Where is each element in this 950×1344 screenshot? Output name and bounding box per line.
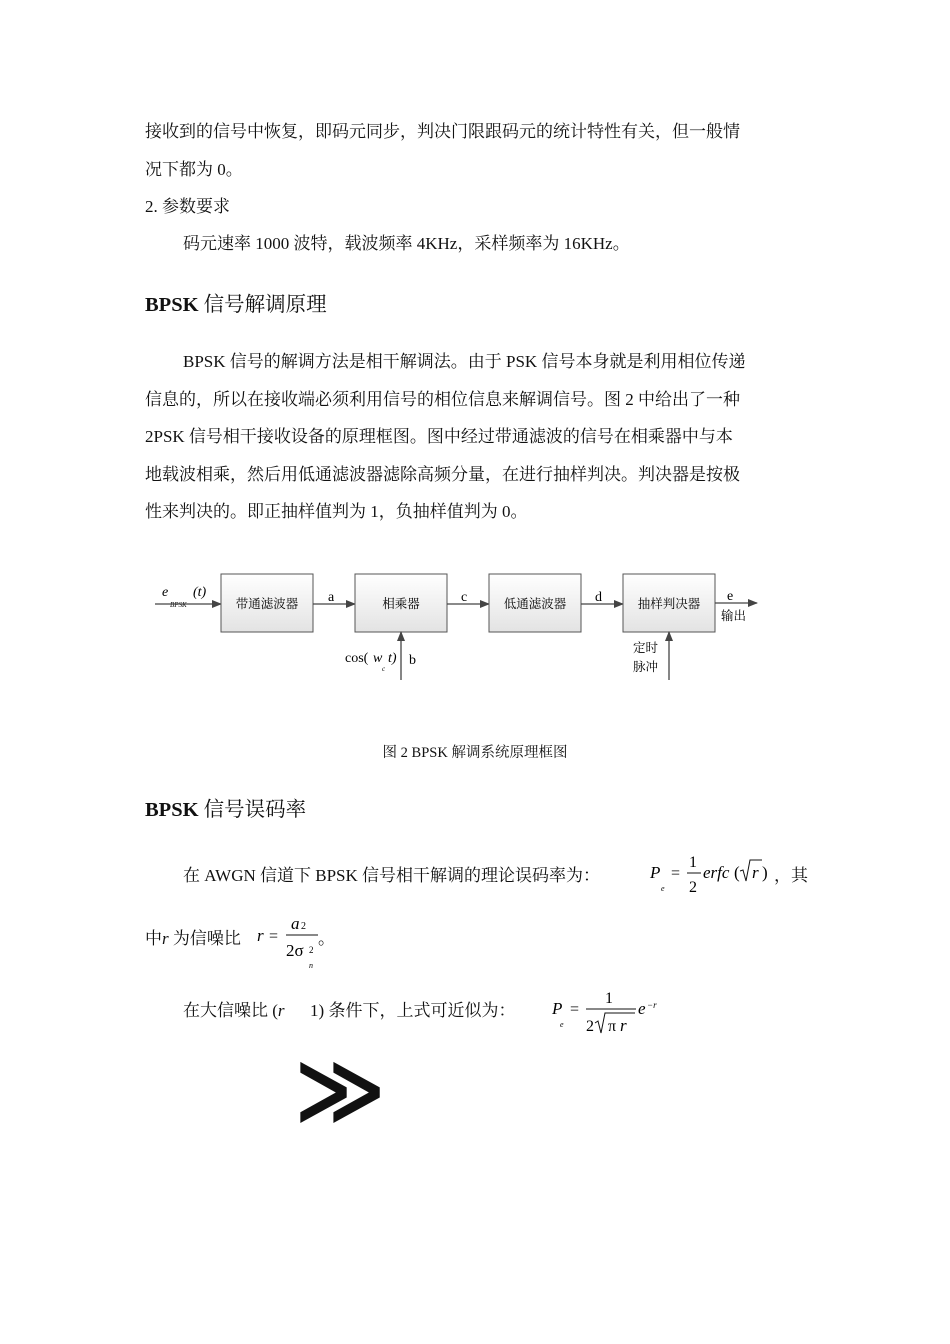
approx-exp-e: e [638,999,646,1018]
figure-caption: 图 2 BPSK 解调系统原理框图 [382,745,568,761]
approx-eq: = [570,1001,580,1018]
section-title-rest: 信号解调原理 [198,294,327,316]
block-bandpass-filter [221,574,313,632]
formula-num-1: 1 [689,854,697,871]
ber-formula [644,848,774,904]
demod-line-2: 信息的，所以在接收端必须利用信号的相位信息来解调信号。图 2 中给出了一种 [145,389,740,409]
formula-lparen: ( [734,863,740,882]
output-label: 输出 [721,608,747,623]
demod-paragraph [145,343,810,531]
approx-sub-e: e [560,1020,564,1029]
approx-text: 在大信噪比 ( [183,1001,278,1020]
block-sampling-decision [623,574,715,632]
section2-title-bold: BPSK [145,799,199,821]
section2-title-rest: 信号误码率 [198,799,307,821]
carrier-c: c [382,665,386,673]
intro-line-2: 况下都为 0。 [145,159,243,179]
link-e-label: e [727,589,734,604]
snr-suffix: 。 [318,929,335,948]
snr-formula-sigma-sup: 2 [309,945,314,955]
approx-line [183,996,515,1021]
approx-pi: π [608,1018,617,1035]
block-lowpass-filter [489,574,581,632]
demod-line-3: 2PSK 信号相干接收设备的原理框图。图中经过带通滤波的信号在相乘器中与本 [145,427,733,446]
ber-equation-line: 在 AWGN 信道下 BPSK 信号相干解调的理论误码率为： [183,866,601,885]
snr-prefix: 中 [145,929,162,948]
approx-formula [546,984,666,1040]
params-heading: 2. 参数要求 [145,197,230,216]
input-e-label: e [162,585,169,600]
timing-label-1: 定时 [633,640,659,655]
snr-formula-eq: = [269,928,279,945]
link-c-label: c [461,590,468,605]
formula-P: P [650,863,661,882]
carrier-t: t) [388,651,397,666]
block-multiplier [355,574,447,632]
formula-rparen: ) [762,863,768,882]
approx-r-den: r [620,1016,627,1035]
formula-erfc: erfc [703,863,730,882]
approx-exp: −r [647,1000,657,1010]
formula-sub-e: e [661,884,665,893]
timing-label-2: 脉冲 [633,659,659,674]
link-d-label: d [595,590,602,605]
block-multiplier-label: 相乘器 [382,596,420,611]
input-subscript: BPSK [170,601,187,609]
approx-den-2: 2 [586,1018,594,1035]
section-title-bold: BPSK [145,294,199,316]
block-bandpass-label: 带通滤波器 [235,596,299,611]
formula-r: r [752,863,759,882]
snr-text: 为信噪比 [168,929,241,948]
carrier-w: w [373,651,383,666]
link-a-label: a [328,590,335,605]
approx-cond: 1) 条件下，上式可近似为： [284,1001,516,1020]
snr-formula-n: n [309,961,313,970]
formula-equals: = [671,865,681,882]
intro-line-1: 接收到的信号中恢复，即码元同步，判决门限跟码元的统计特性有关，但一般情 [145,122,740,141]
block-diagram [0,570,950,680]
snr-formula-a-sup: 2 [301,921,306,932]
section-title-demod [145,287,327,317]
carrier-b-label: b [409,653,416,668]
snr-formula-2sigma: 2σ [286,941,304,960]
snr-formula-r: r [257,926,264,945]
intro-paragraph [145,113,810,188]
params-text: 码元速率 1000 波特，载波频率 4KHz，采样频率为 16KHz。 [183,234,630,253]
approx-r: r [277,1001,285,1020]
input-t-label: (t) [193,585,207,600]
snr-formula-a: a [291,914,300,933]
section-title-ber [145,792,306,822]
block-lowpass-label: 低通滤波器 [503,596,567,611]
formula-den-2: 2 [689,879,697,896]
carrier-cos: cos( [345,651,369,666]
approx-num: 1 [605,990,613,1007]
block-sampling-label: 抽样判决器 [637,596,701,611]
approx-P: P [552,999,563,1018]
demod-line-1: BPSK 信号的解调方法是相干解调法。由于 PSK 信号本身就是利用相位传递 [183,352,746,371]
snr-r: r [162,929,169,948]
demod-line-5: 性来判决的。即正抽样值判为 1，负抽样值判为 0。 [145,502,528,521]
much-greater-symbol: ≫ [294,1038,387,1141]
demod-line-4: 地载波相乘，然后用低通滤波器滤除高频分量，在进行抽样判决。判决器是按极 [145,464,740,484]
snr-line [145,924,241,949]
ber-equation-suffix: ，其 [774,866,808,885]
